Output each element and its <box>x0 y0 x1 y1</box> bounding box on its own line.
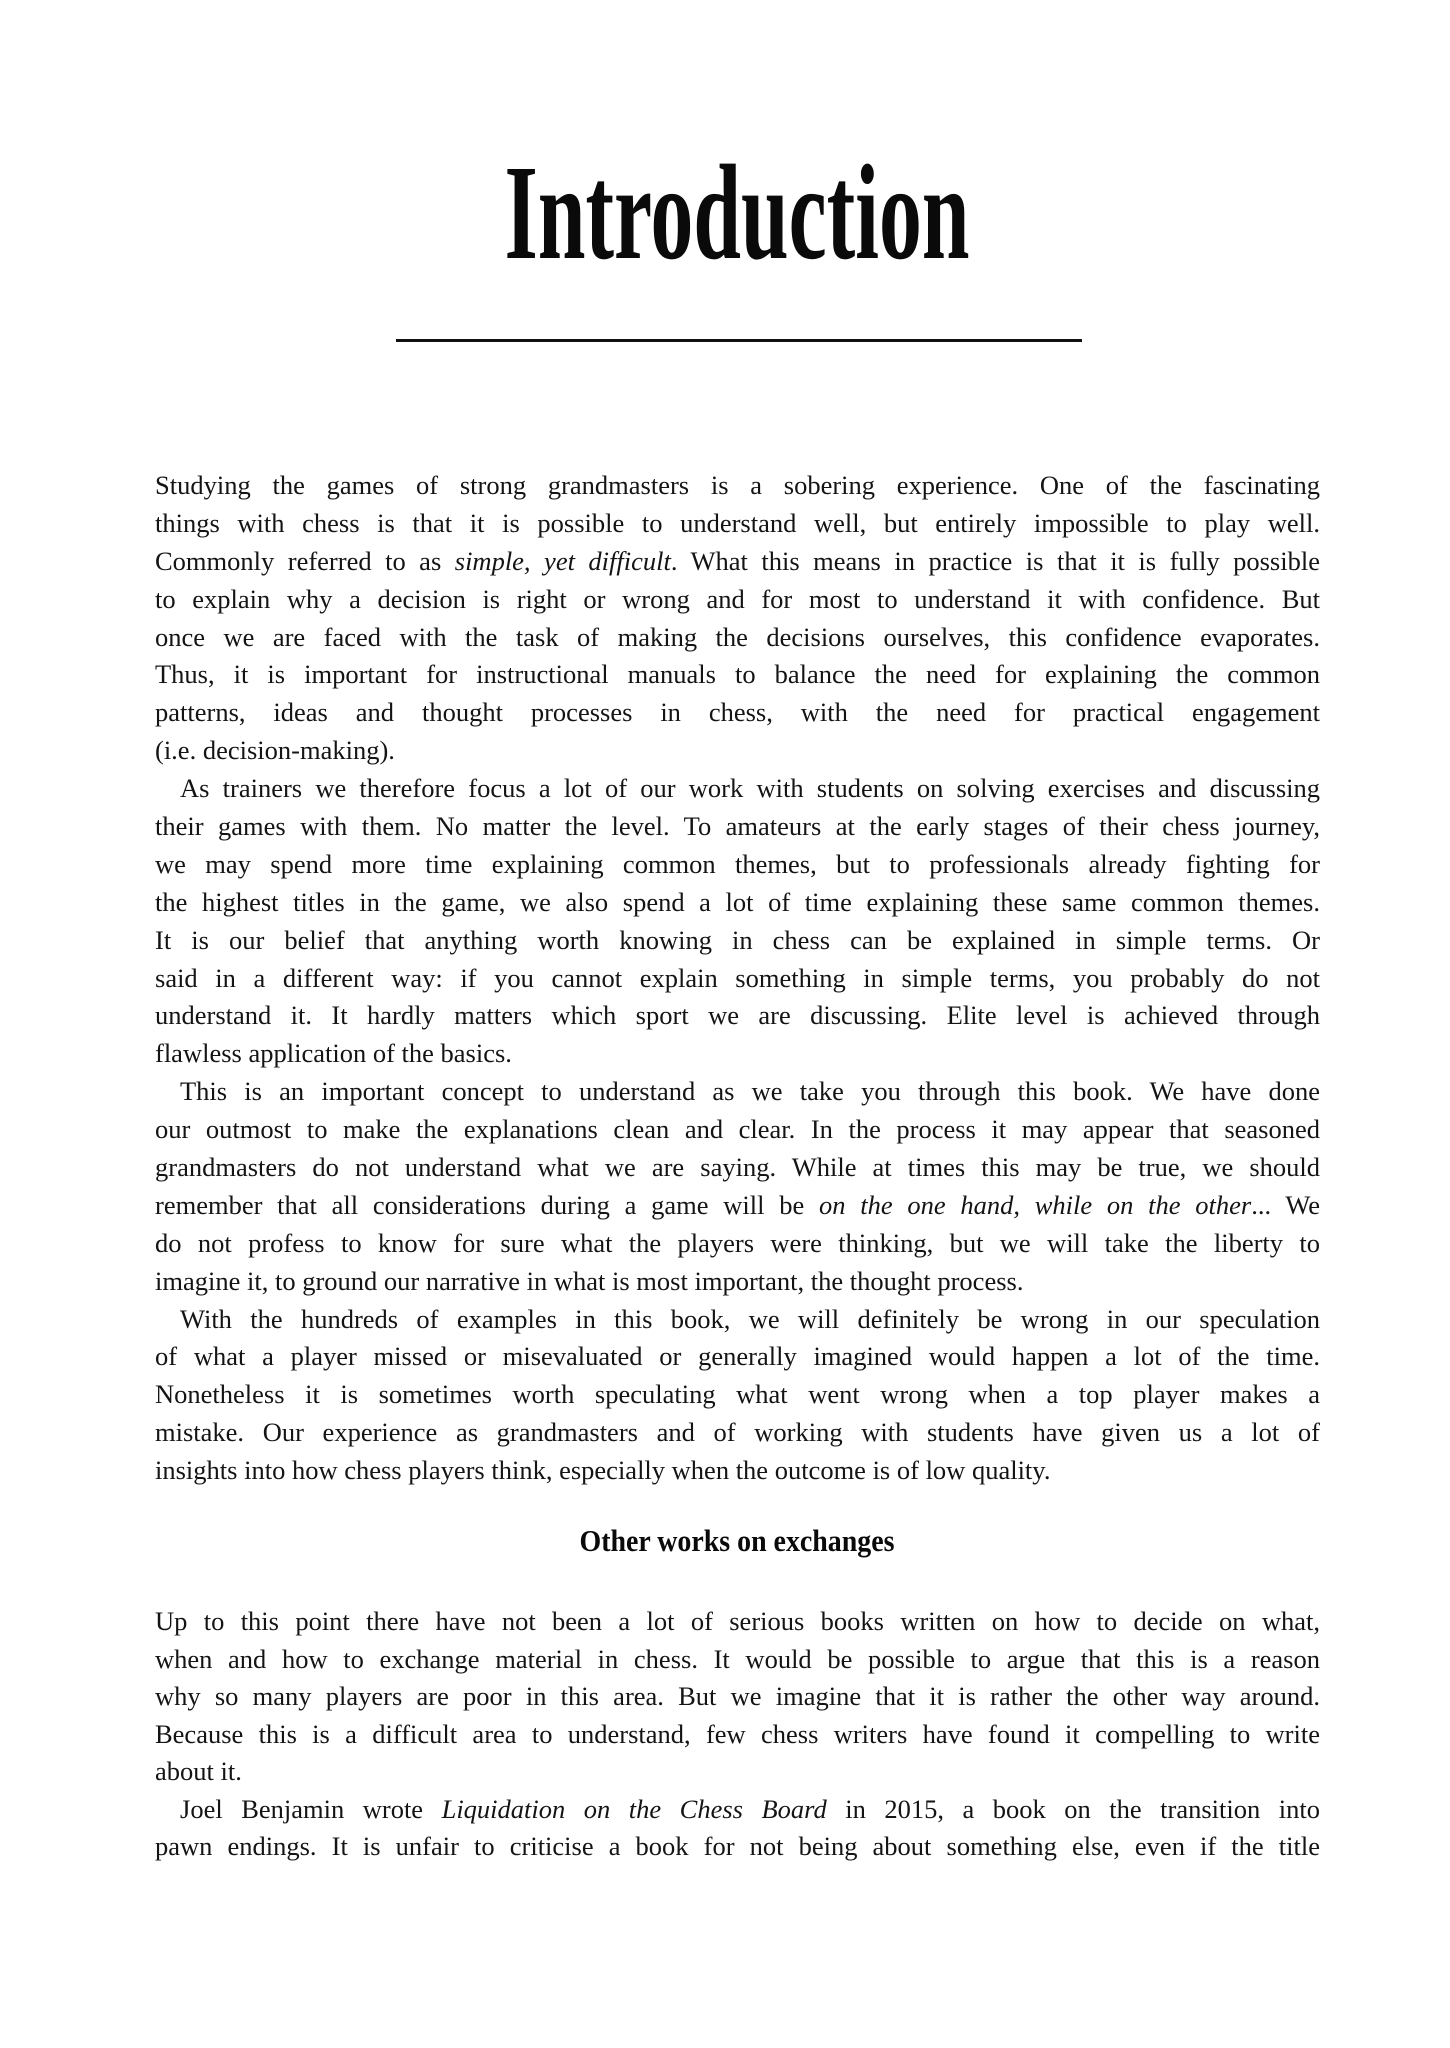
paragraph-line <box>155 808 1320 846</box>
text: Studying the games of strong grandmasters is a sobering experience. One of the fascinating <box>155 470 1320 500</box>
paragraph-line <box>155 997 1320 1035</box>
text: Up to this point there have not been a lot of serious books written on how to decide on what, <box>155 1606 1320 1636</box>
paragraph-line <box>155 543 1320 581</box>
paragraph-line <box>155 846 1320 884</box>
chapter-title: Introduction <box>504 138 970 288</box>
paragraph-line <box>155 505 1320 543</box>
title-rule-divider <box>396 339 1082 342</box>
paragraph-line <box>155 1111 1320 1149</box>
text: why so many players are poor in this area. But we imagine that it is rather the other way around. <box>155 1681 1320 1711</box>
text: Commonly referred to as <box>155 545 455 576</box>
paragraph-line <box>155 1149 1320 1187</box>
paragraph-line <box>155 770 1320 808</box>
text: mistake. Our experience as grandmasters and of working with students have given us a lot of <box>155 1417 1320 1448</box>
paragraph-line <box>155 922 1320 960</box>
text: we may spend more time explaining common themes, but to professionals already fighting for <box>155 848 1320 879</box>
text: It is our belief that anything worth knowing in chess can be explained in simple terms. Or <box>155 924 1320 955</box>
text: understand it. It hardly matters which sport we are discussing. Elite level is achieved through <box>155 1000 1320 1031</box>
text: insights into how chess players think, especially when the outcome is of low quality. <box>155 1455 1051 1486</box>
section-body-intro <box>155 467 1320 1490</box>
text: when and how to exchange material in chess. It would be possible to argue that this is a reason <box>155 1643 1320 1674</box>
section-heading: Other works on exchanges <box>579 1523 895 1558</box>
text: Joel Benjamin wrote <box>180 1793 442 1824</box>
text: to explain why a decision is right or wrong and for most to understand it with confidence. But <box>155 583 1320 614</box>
italic-text: Liquidation on the Chess Board <box>441 1793 827 1824</box>
text: imagine it, to ground our narrative in what is most important, the thought process. <box>155 1265 1024 1296</box>
paragraph-line <box>155 1187 1320 1225</box>
text: do not profess to know for sure what the players were thinking, but we will take the liberty to <box>155 1227 1320 1258</box>
paragraph-line <box>155 1376 1320 1414</box>
paragraph-line <box>155 467 1320 505</box>
paragraph-line <box>155 1828 1320 1866</box>
paragraph-line <box>155 960 1320 998</box>
paragraph-line <box>155 1035 1320 1073</box>
text: (i.e. decision-making). <box>155 735 395 766</box>
text: ... We <box>1251 1189 1320 1220</box>
paragraph-line <box>155 1753 1320 1791</box>
text: their games with them. No matter the level. To amateurs at the early stages of their chess journey, <box>155 811 1320 842</box>
text: remember that all considerations during a game will be <box>155 1189 819 1220</box>
paragraph-line <box>155 1414 1320 1452</box>
text: in 2015, a book on the transition into <box>826 1793 1320 1824</box>
paragraph-line <box>155 694 1320 732</box>
text: Because this is a difficult area to understand, few chess writers have found it compelling to write <box>155 1718 1320 1749</box>
paragraph-line <box>155 656 1320 694</box>
paragraph-line <box>155 1678 1320 1716</box>
paragraph-line <box>155 1603 1320 1641</box>
text: our outmost to make the explanations clean and clear. In the process it may appear that seasoned <box>155 1114 1320 1145</box>
paragraph-line <box>155 1263 1320 1301</box>
paragraph-line <box>155 619 1320 657</box>
paragraph-line <box>155 1073 1320 1111</box>
paragraph-line <box>155 1301 1320 1339</box>
text: said in a different way: if you cannot explain something in simple terms, you probably do not <box>155 962 1320 993</box>
text: . What this means in practice is that it is fully possible <box>670 545 1320 576</box>
paragraph-line <box>155 581 1320 619</box>
text: Thus, it is important for instructional manuals to balance the need for explaining the common <box>155 659 1320 690</box>
text: patterns, ideas and thought processes in chess, with the need for practical engagement <box>155 697 1320 728</box>
text: Nonetheless it is sometimes worth speculating what went wrong when a top player makes a <box>155 1379 1320 1410</box>
text: of what a player missed or misevaluated or generally imagined would happen a lot of the time. <box>155 1341 1320 1372</box>
paragraph-line <box>155 1716 1320 1754</box>
paragraph-line <box>155 884 1320 922</box>
italic-text: simple, yet difficult <box>454 545 671 576</box>
text: As trainers we therefore focus a lot of our work with students on solving exercises and discussing <box>180 773 1320 804</box>
text: things with chess is that it is possible to understand well, but entirely impossible to play well. <box>155 507 1320 538</box>
paragraph-line <box>155 1641 1320 1679</box>
italic-text: on the one hand, while on the other <box>818 1189 1252 1220</box>
text: the highest titles in the game, we also spend a lot of time explaining these same common themes. <box>155 886 1320 917</box>
text: once we are faced with the task of making the decisions ourselves, this confidence evaporates. <box>155 621 1320 652</box>
section-body-other-works <box>155 1603 1320 1866</box>
text: pawn endings. It is unfair to criticise a book for not being about something else, even if the title <box>155 1831 1320 1861</box>
text: flawless application of the basics. <box>155 1038 512 1069</box>
text: This is an important concept to understand as we take you through this book. We have done <box>180 1076 1320 1107</box>
text: With the hundreds of examples in this book, we will definitely be wrong in our speculation <box>180 1303 1320 1334</box>
paragraph-line <box>155 1338 1320 1376</box>
paragraph-line <box>155 1452 1320 1490</box>
text: about it. <box>155 1756 242 1786</box>
paragraph-line <box>155 1791 1320 1829</box>
paragraph-line <box>155 732 1320 770</box>
text: grandmasters do not understand what we are saying. While at times this may be true, we should <box>155 1152 1320 1183</box>
paragraph-line <box>155 1225 1320 1263</box>
